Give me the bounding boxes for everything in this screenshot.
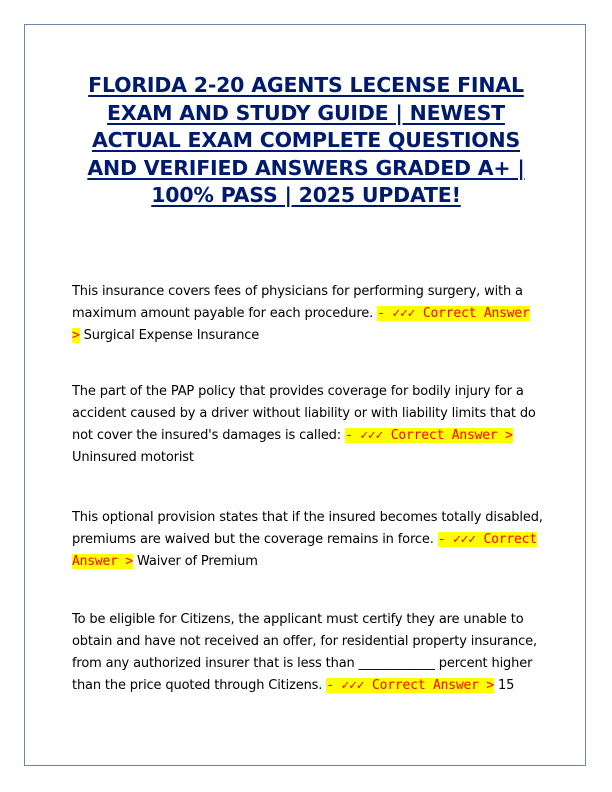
question-text: This insurance covers fees of physicians for performing surgery, with a maximum amount payable for each procedure. [72,284,523,321]
answer-text: Waiver of Premium [137,554,258,569]
answer-text: 15 [498,678,515,693]
qa-item [72,281,544,347]
document-title: FLORIDA 2-20 AGENTS LECENSE FINAL EXAM AND STUDY GUIDE | NEWEST ACTUAL EXAM COMPLETE QUESTIONS AND VERIFIED ANSWERS GRADED A+ | 100% PASS | 2025 UPDATE! [87,73,525,207]
correct-answer-marker: - ✓✓✓ Correct Answer > [72,532,537,569]
answer-text: Surgical Expense Insurance [83,328,260,343]
qa-item [72,609,544,697]
question-text: To be eligible for Citizens, the applicant must certify they are unable to obtain and have not received an offer, for residential property insurance, from any authorized insurer that is less than ____________ percent higher than the price quoted through Citizens. [72,612,537,693]
qa-item [72,507,544,573]
correct-answer-marker: - ✓✓✓ Correct Answer > [344,428,513,443]
qa-item [72,381,544,469]
question-text: The part of the PAP policy that provides coverage for bodily injury for a accident caused by a driver without liability or with liability limits that do not cover the insured's damages is called: [72,384,536,443]
correct-answer-marker: - ✓✓✓ Correct Answer > [326,678,495,693]
correct-answer-marker: - ✓✓✓ Correct Answer > [72,306,530,343]
question-text: This optional provision states that if the insured becomes totally disabled, premiums are waived but the coverage remains in force. [72,510,543,547]
answer-text: Uninsured motorist [72,450,194,465]
